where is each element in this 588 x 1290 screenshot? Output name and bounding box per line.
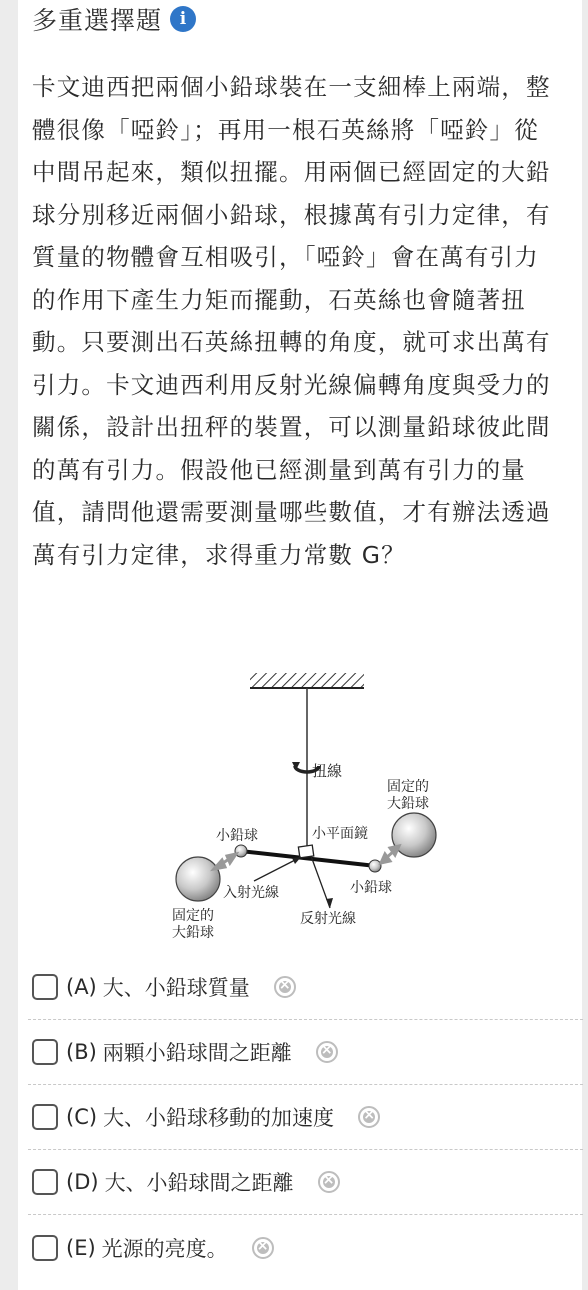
option-text: 大、小鉛球移動的加速度: [103, 1106, 335, 1130]
label-incident-light: 入射光線: [223, 885, 279, 901]
option-a[interactable]: [28, 955, 583, 1020]
label-torsion-wire: 扭線: [312, 762, 343, 780]
label-fixed-big-ball-right-1: 固定的: [387, 779, 429, 795]
option-letter: (C): [66, 1105, 98, 1129]
checkbox-b[interactable]: [32, 1039, 58, 1065]
remove-option-icon[interactable]: [318, 1171, 340, 1193]
incident-light-ray: [254, 857, 301, 881]
info-icon[interactable]: i: [170, 6, 196, 32]
torsion-balance-figure: [150, 670, 450, 950]
option-letter: (A): [66, 975, 97, 999]
label-small-ball-left: 小鉛球: [216, 828, 258, 844]
attraction-arrow-right: [381, 846, 399, 863]
question-card: [18, 0, 582, 1290]
ceiling-hatch: [250, 673, 364, 687]
remove-option-icon[interactable]: [252, 1237, 274, 1259]
small-ball-right: [369, 860, 381, 872]
reflected-light-ray: [311, 856, 333, 908]
checkbox-e[interactable]: [32, 1235, 58, 1261]
remove-option-icon[interactable]: [358, 1106, 380, 1128]
question-header: [32, 0, 196, 38]
label-small-mirror: 小平面鏡: [312, 826, 368, 842]
remove-option-icon[interactable]: [274, 976, 296, 998]
option-text: 大、小鉛球質量: [102, 976, 250, 1000]
question-text: 卡文迪西把兩個小鉛球裝在一支細棒上兩端，整體很像「啞鈴」；再用一根石英絲將「啞鈴」從中間吊起來，類似扭擺。用兩個已經固定的大鉛球分別移近兩個小鉛球，根據萬有引力定律，有質量的物體會互相吸引，「啞鈴」會在萬有引力的作用下產生力矩而擺動，石英絲也會隨著扭動。只要測出石英絲扭轉的角度，就可求出萬有引力。卡文迪西利用反射光線偏轉角度與受力的關係，設計出扭秤的裝置，可以測量鉛球彼此間的萬有引力。假設他已經測量到萬有引力的量值，請問他還需要測量哪些數值，才有辦法透過萬有引力定律，求得重力常數 G？: [32, 73, 551, 569]
label-fixed-big-ball-left-1: 固定的: [172, 908, 214, 924]
big-ball-left: [176, 857, 220, 901]
label-fixed-big-ball-right-2: 大鉛球: [387, 796, 429, 812]
option-letter: (D): [66, 1170, 99, 1194]
option-text: 兩顆小鉛球間之距離: [102, 1041, 292, 1065]
option-c[interactable]: [28, 1085, 583, 1150]
option-e[interactable]: [28, 1215, 583, 1280]
option-text: 光源的亮度。: [101, 1236, 228, 1261]
option-b[interactable]: [28, 1020, 583, 1085]
checkbox-c[interactable]: [32, 1104, 58, 1130]
label-fixed-big-ball-left-2: 大鉛球: [172, 925, 214, 941]
checkbox-a[interactable]: [32, 974, 58, 1000]
question-type-title: 多重選擇題: [32, 6, 163, 35]
checkbox-d[interactable]: [32, 1169, 58, 1195]
label-reflected-light: 反射光線: [300, 911, 356, 927]
options-list: [28, 955, 583, 1280]
option-letter: (B): [66, 1040, 97, 1064]
option-text: 大、小鉛球間之距離: [104, 1171, 294, 1195]
attraction-arrow-left: [214, 854, 236, 869]
label-small-ball-right: 小鉛球: [350, 880, 392, 896]
option-letter: (E): [66, 1235, 96, 1260]
option-d[interactable]: [28, 1150, 583, 1215]
remove-option-icon[interactable]: [316, 1041, 338, 1063]
